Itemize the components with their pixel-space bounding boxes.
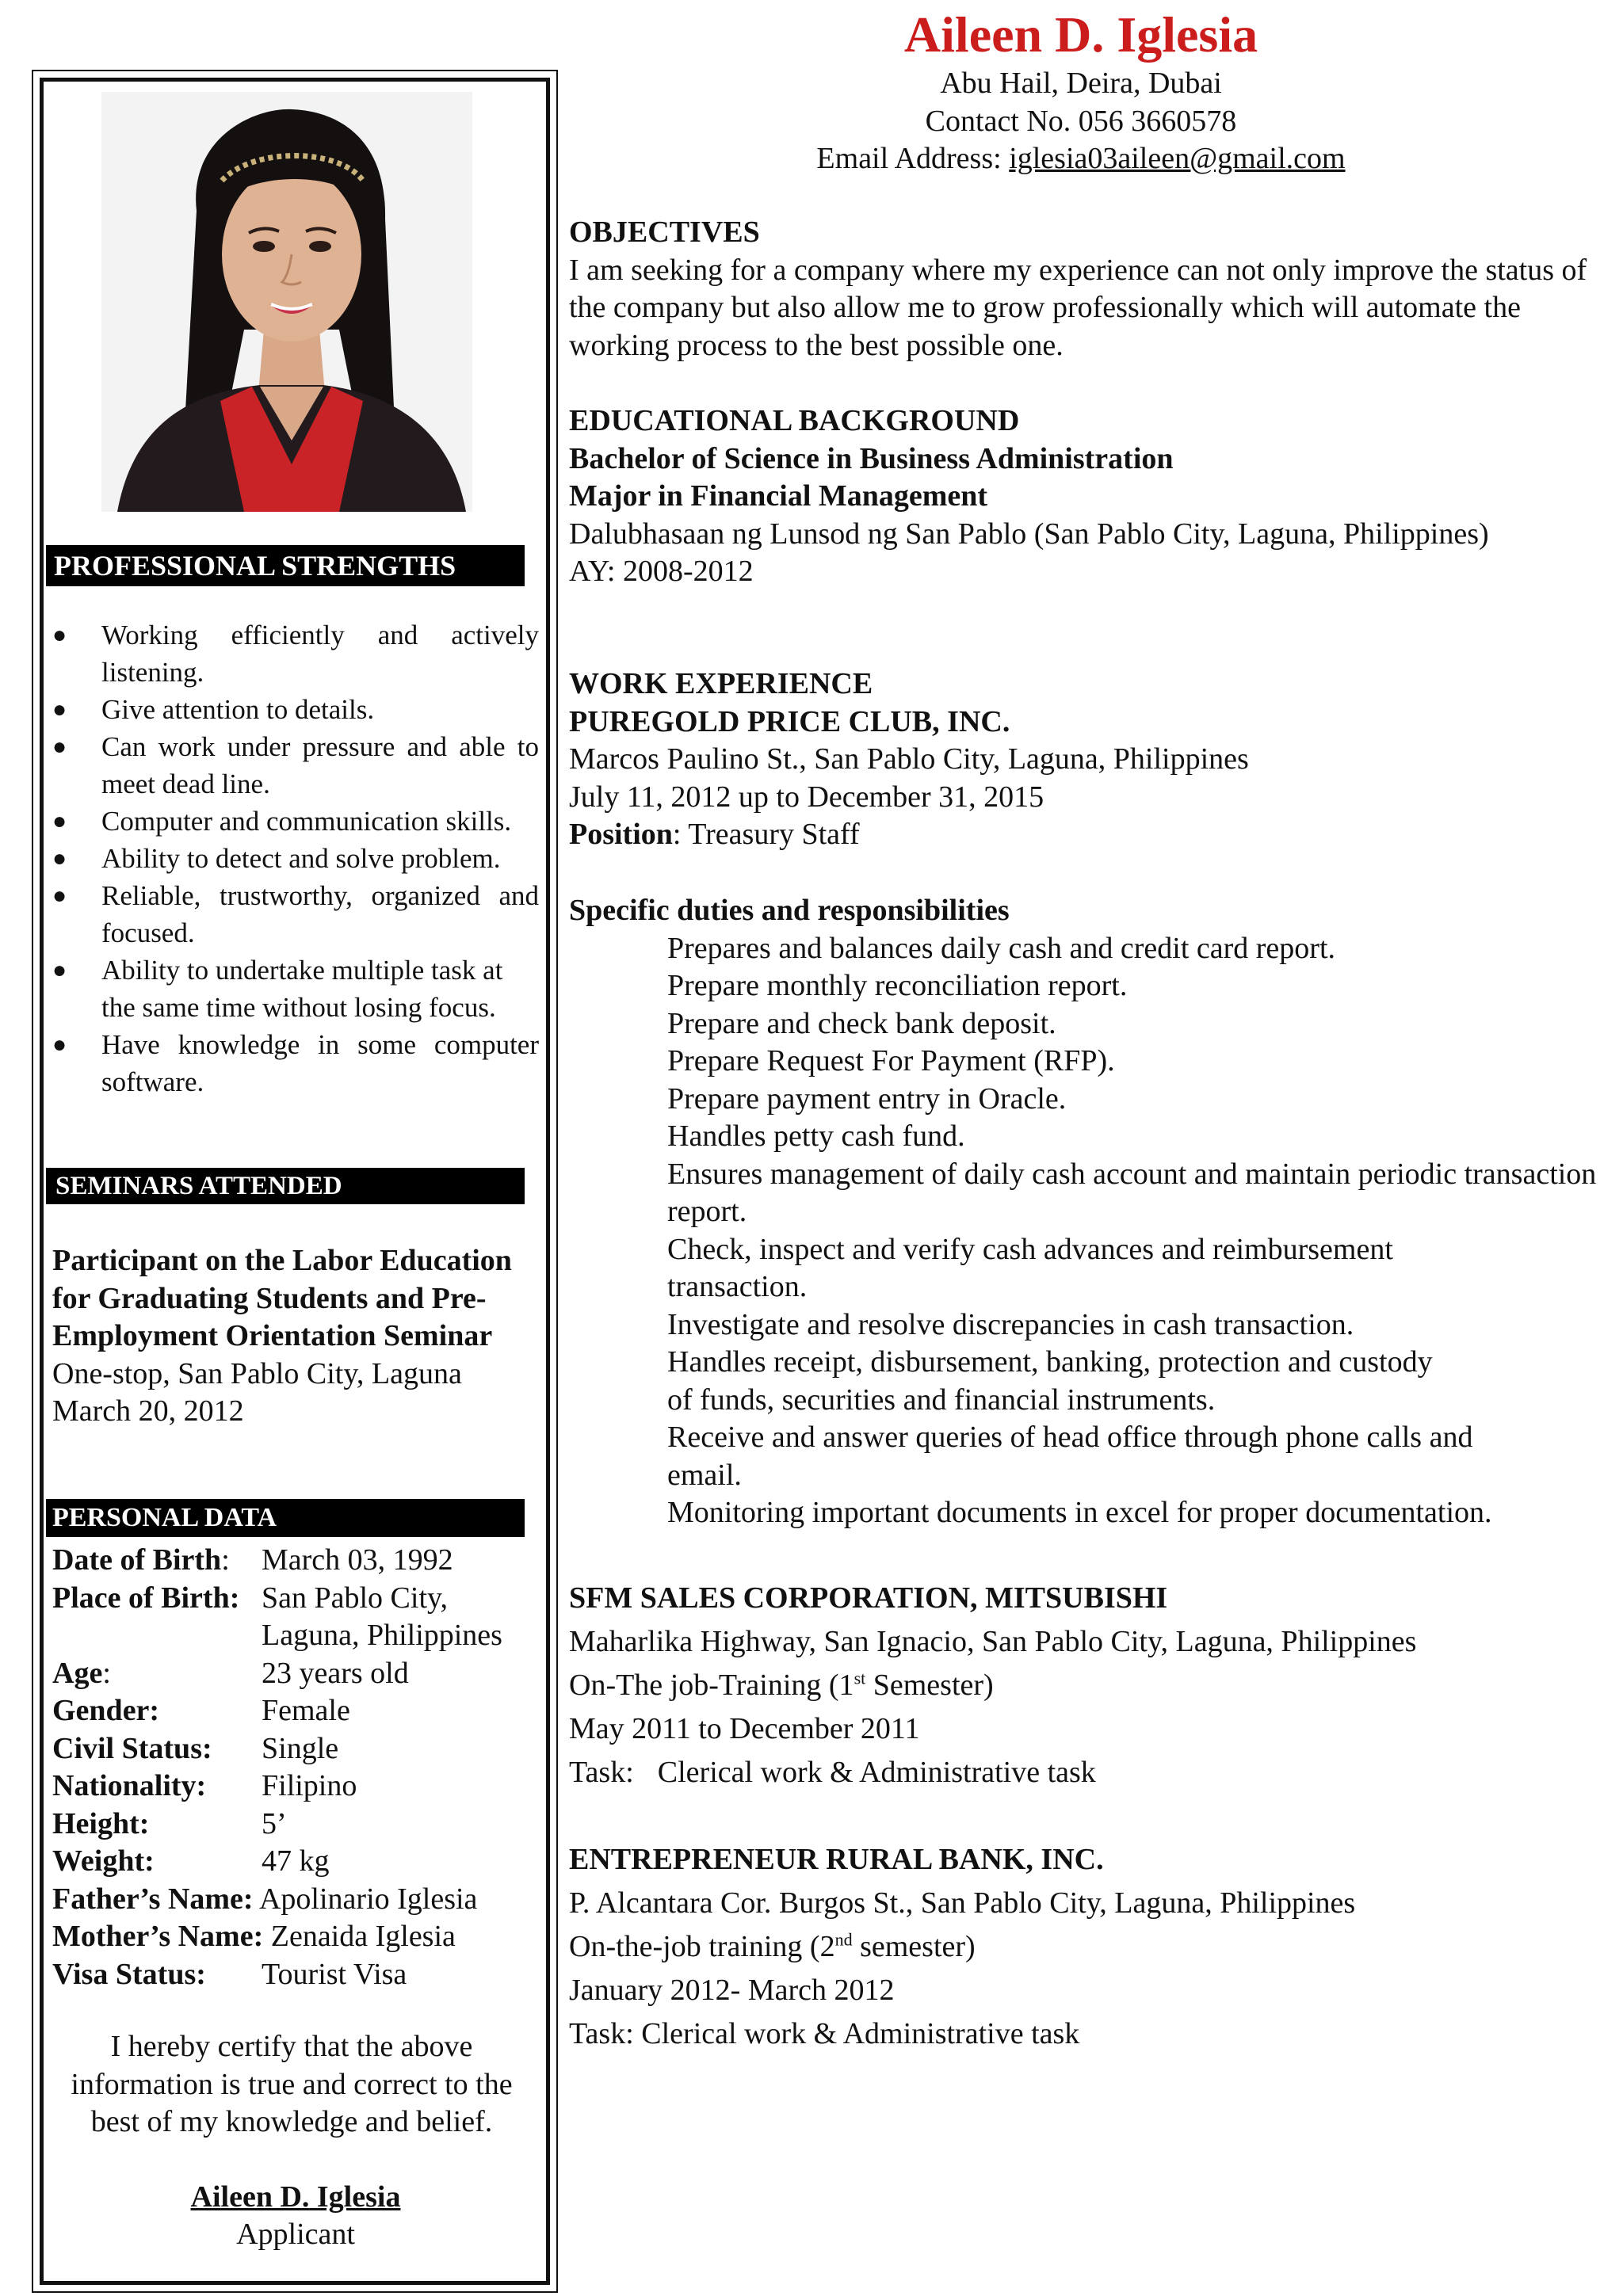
strength-item: ● Computer and communication skills.	[46, 803, 539, 840]
bullet-icon: ●	[52, 883, 67, 909]
bullet-icon: ●	[52, 1032, 67, 1058]
signature-name: Aileen D. Iglesia	[190, 2180, 401, 2214]
strength-item: ● Can work under pressure and able to meet dead line.	[46, 728, 539, 803]
objectives-heading: OBJECTIVES	[569, 215, 760, 249]
duty-item: Prepares and balances daily cash and credit card report.	[667, 931, 1335, 965]
job3-section	[569, 1838, 1607, 2056]
job3-address: P. Alcantara Cor. Burgos St., San Pablo City, Laguna, Philippines	[569, 1886, 1356, 1920]
contact-number-line: Contact No. 056 3660578	[925, 104, 1237, 138]
education-years: AY: 2008-2012	[569, 555, 754, 588]
job3-company: ENTREPRENEUR RURAL BANK, INC.	[569, 1843, 1104, 1876]
personal-row-gender: Gender: Female	[52, 1694, 350, 1727]
bullet-icon: ●	[52, 696, 67, 723]
email-link[interactable]: iglesia03aileen@gmail.com	[1009, 142, 1346, 175]
duty-item: Handles petty cash fund.	[667, 1119, 965, 1153]
professional-strengths-heading: PROFESSIONAL STRENGTHS	[46, 545, 525, 586]
strength-item: ● Ability to detect and solve problem.	[46, 840, 539, 877]
job1-position: Position: Treasury Staff	[569, 818, 860, 851]
personal-row-father-name: Father’s Name: Apolinario Iglesia	[52, 1882, 478, 1916]
education-school: Dalubhasaan ng Lunsod ng San Pablo (San Pablo City, Laguna, Philippines)	[569, 517, 1489, 551]
personal-row-nationality: Nationality: Filipino	[52, 1769, 357, 1802]
seminar-date: March 20, 2012	[52, 1394, 244, 1428]
objectives-section	[569, 214, 1607, 364]
duty-item: Investigate and resolve discrepancies in cash transaction.	[667, 1307, 1354, 1341]
duty-item: Check, inspect and verify cash advances and reimbursement transaction.	[667, 1232, 1393, 1303]
bullet-icon: ●	[52, 957, 67, 983]
personal-row-visa-status: Visa Status: Tourist Visa	[52, 1957, 407, 1991]
job2-section	[569, 1577, 1607, 1794]
profile-photo	[101, 92, 472, 512]
education-degree: Bachelor of Science in Business Administration	[569, 441, 1174, 475]
applicant-name: Aileen D. Iglesia	[903, 6, 1258, 63]
strengths-list	[46, 616, 539, 1100]
job1-dates: July 11, 2012 up to December 31, 2015	[569, 780, 1044, 814]
duty-item: Prepare Request For Payment (RFP).	[667, 1044, 1115, 1077]
strength-item: ● Ability to undertake multiple task at the same time without losing focus.	[46, 952, 539, 1026]
strength-item: ● Have knowledge in some computer software.	[46, 1026, 539, 1100]
strength-item: ● Reliable, trustworthy, organized and focused.	[46, 877, 539, 952]
signature-role: Applicant	[236, 2218, 355, 2251]
email-line: Email Address: iglesia03aileen@gmail.com	[816, 142, 1346, 175]
duty-item: Prepare payment entry in Oracle.	[667, 1081, 1067, 1116]
strength-item: ● Working efficiently and actively listening.	[46, 616, 539, 691]
objectives-text: I am seeking for a company where my experience can not only improve the status of the company but also allow me to grow professionally which will automate the working process to the best possible one.	[569, 253, 1587, 362]
seminar-entry	[52, 1242, 528, 1431]
duty-item: Ensures management of daily cash account and maintain periodic transaction report.	[667, 1157, 1597, 1228]
certification-statement: I hereby certify that the above information is true and correct to the best of my knowledge and belief.	[71, 2030, 513, 2138]
bullet-icon: ●	[52, 845, 67, 871]
personal-row-civil-status: Civil Status: Single	[52, 1731, 339, 1765]
job2-task: Task: Clerical work & Administrative task	[569, 1756, 1096, 1789]
duty-item: Prepare monthly reconciliation report.	[667, 969, 1128, 1002]
job2-training: On-The job-Training (1st Semester)	[569, 1668, 994, 1702]
personal-row-mother-name: Mother’s Name: Zenaida Iglesia	[52, 1920, 456, 1953]
personal-row-height: Height: 5’	[52, 1806, 287, 1840]
job1-company: PUREGOLD PRICE CLUB, INC.	[569, 704, 1010, 738]
job1-address: Marcos Paulino St., San Pablo City, Laguna, Philippines	[569, 742, 1249, 776]
seminar-name: Participant on the Labor Education for Graduating Students and Pre-Employment Orientation Seminar	[52, 1244, 512, 1352]
duties-heading: Specific duties and responsibilities	[569, 894, 1010, 927]
contact-block	[566, 65, 1596, 178]
personal-row-place-of-birth-cont: Laguna, Philippines	[262, 1619, 502, 1652]
job3-task: Task: Clerical work & Administrative task	[569, 2017, 1080, 2050]
job2-address: Maharlika Highway, San Ignacio, San Pablo City, Laguna, Philippines	[569, 1625, 1417, 1658]
personal-row-age: Age: 23 years old	[52, 1656, 409, 1690]
education-section	[569, 402, 1607, 591]
address-line: Abu Hail, Deira, Dubai	[940, 67, 1222, 100]
job3-training: On-the-job training (2nd semester)	[569, 1929, 976, 1963]
seminar-place: One-stop, San Pablo City, Laguna	[52, 1356, 462, 1390]
personal-row-place-of-birth: Place of Birth: San Pablo City,	[52, 1581, 449, 1615]
job2-company: SFM SALES CORPORATION, MITSUBISHI	[569, 1581, 1168, 1615]
strength-item: ● Give attention to details.	[46, 691, 539, 728]
personal-data-heading: PERSONAL DATA	[46, 1499, 525, 1537]
duty-item: Prepare and check bank deposit.	[667, 1006, 1056, 1040]
personal-row-weight: Weight: 47 kg	[52, 1844, 330, 1878]
duty-item: Handles receipt, disbursement, banking, protection and custody of funds, securities and financial instruments.	[667, 1345, 1433, 1417]
job3-dates: January 2012- March 2012	[569, 1974, 895, 2007]
bullet-icon: ●	[52, 734, 67, 760]
job2-dates: May 2011 to December 2011	[569, 1712, 920, 1745]
education-heading: EDUCATIONAL BACKGROUND	[569, 404, 1020, 437]
personal-data-table	[52, 1542, 544, 1993]
job1-duties-section	[569, 892, 1607, 1532]
education-major: Major in Financial Management	[569, 479, 988, 513]
duty-item: Receive and answer queries of head office through phone calls and email.	[667, 1421, 1473, 1492]
duty-item: Monitoring important documents in excel for proper documentation.	[667, 1496, 1492, 1529]
work-experience-heading: WORK EXPERIENCE	[569, 667, 873, 700]
bullet-icon: ●	[52, 808, 67, 834]
bullet-icon: ●	[52, 622, 67, 648]
seminars-attended-heading: SEMINARS ATTENDED	[46, 1168, 525, 1204]
work-experience-section	[569, 666, 1607, 854]
personal-row-date-of-birth: Date of Birth: March 03, 1992	[52, 1543, 453, 1577]
